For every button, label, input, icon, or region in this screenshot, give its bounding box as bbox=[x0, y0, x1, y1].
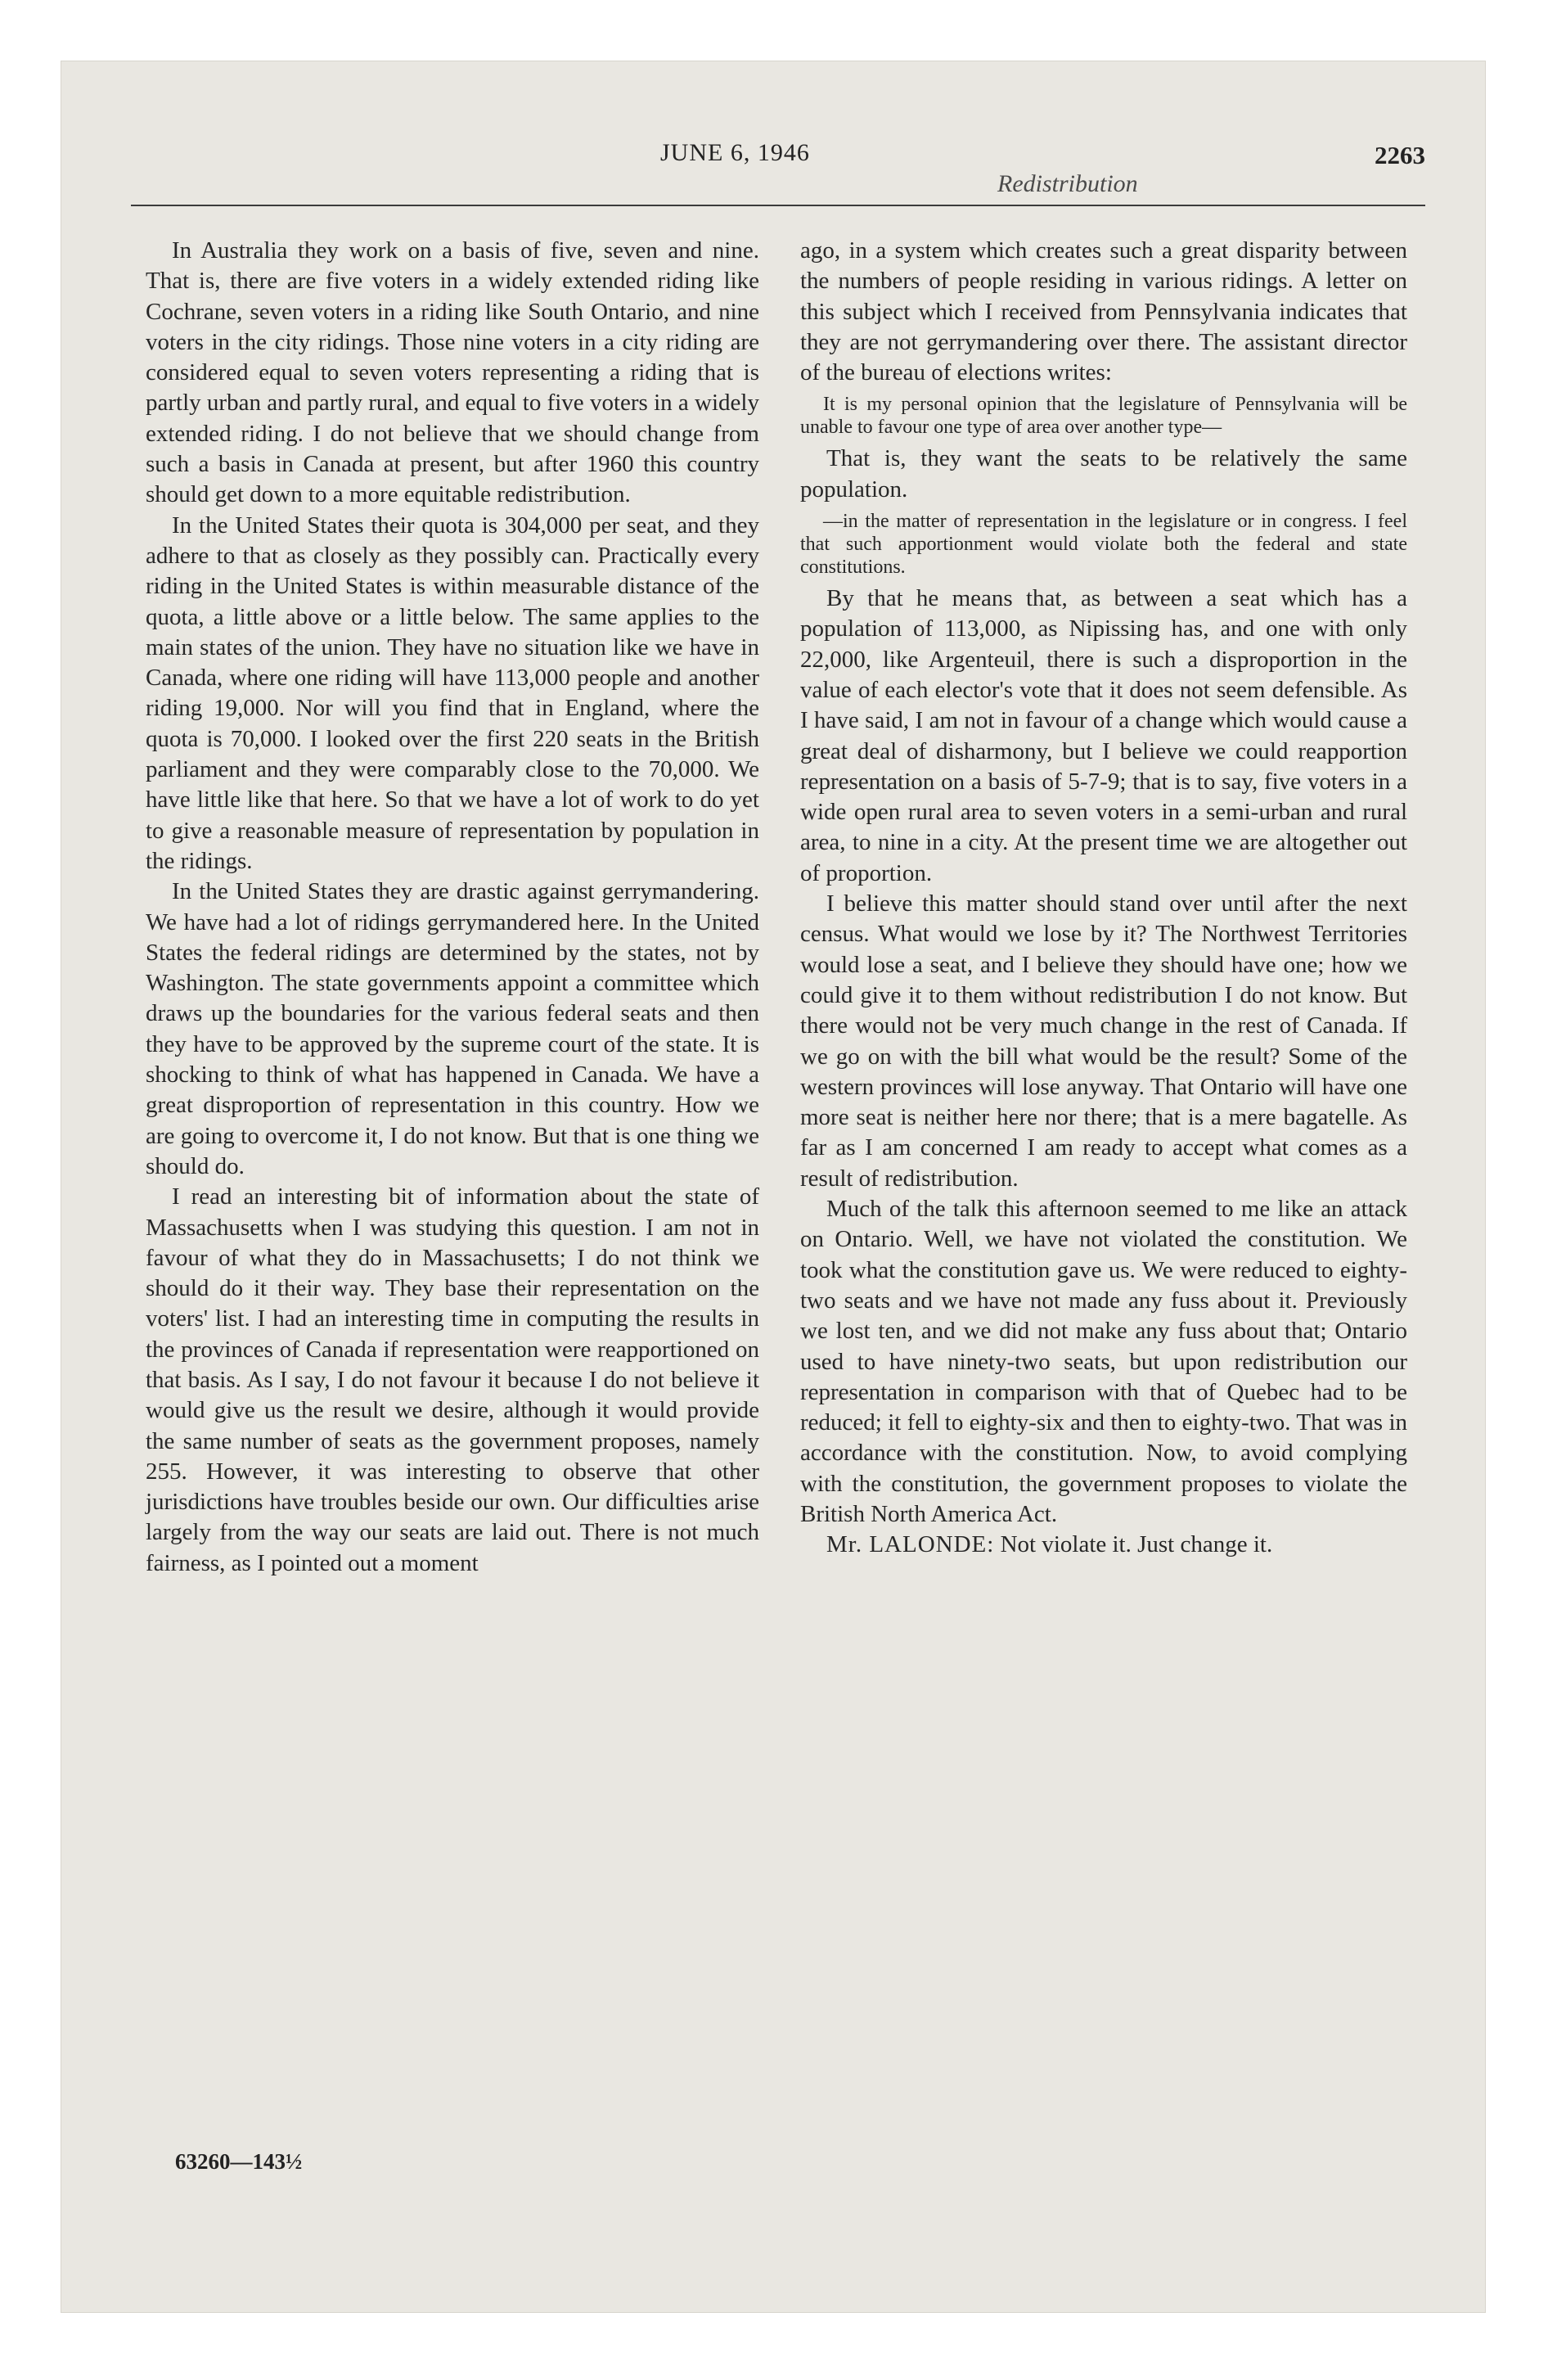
right-column bbox=[800, 236, 1407, 1561]
paragraph: Much of the talk this afternoon seemed to me like an attack on Ontario. Well, we have not violated the constitution. We took what the constitution gave us. We were reduced to eighty-two seats and we have not made any fuss about it. Previously we lost ten, and we did not make any fuss about that; Ontario used to have ninety-two seats, but upon redistribution our representation in comparison with that of Quebec had to be reduced; it fell to eighty-six and then to eighty-two. That was in accordance with the constitution. Now, to avoid complying with the constitution, the government proposes to violate the British North America Act. bbox=[800, 1196, 1407, 1527]
block-quote: —in the matter of representation in the legislature or in congress. I feel that such apportionment would violate both the federal and state constitutions. bbox=[800, 511, 1407, 579]
header-page-number: 2263 bbox=[1375, 141, 1425, 169]
header-section-title: Redistribution bbox=[997, 170, 1138, 197]
paragraph: I read an interesting bit of information about the state of Massachusetts when I was studying this question. I am not in favour of what they do in Massachusetts; I do not think we should do it their way. They base their representation on the voters' list. I had an interesting time in computing the results in the provinces of Canada if representation were reapportioned on that basis. As I say, I do not favour it because I do not believe it would give us the result we desire, although it would provide the same number of seats as the government proposes, namely 255. However, it was interesting to observe that other jurisdictions have troubles beside our own. Our difficulties arise largely from the way our seats are laid out. There is not much fairness, as I pointed out a moment bbox=[146, 1183, 759, 1576]
left-column bbox=[146, 236, 759, 1579]
header-rule bbox=[131, 205, 1425, 206]
speaker-paragraph bbox=[800, 1530, 1407, 1560]
paragraph: That is, they want the seats to be relatively the same population. bbox=[800, 445, 1407, 503]
paragraph: ago, in a system which creates such a great disparity between the numbers of people residing in various ridings. A letter on this subject which I received from Pennsylvania indicates that they are not gerrymandering over there. The assistant director of the bureau of elections writes: bbox=[800, 237, 1407, 386]
speaker-name: Mr. LALONDE: bbox=[826, 1531, 995, 1558]
paragraph: In the United States they are drastic against gerrymandering. We have had a lot of ridings gerrymandered here. In the United States the federal ridings are determined by the states, not by Washington. The state governments appoint a committee which draws up the boundaries for the various federal seats and then they have to be approved by the supreme court of the state. It is shocking to think of what has happened in Canada. We have a great disproportion of representation in this country. How we are going to overcome it, I do not know. But that is one thing we should do. bbox=[146, 878, 759, 1179]
paragraph: By that he means that, as between a seat which has a population of 113,000, as Nipissing has, and one with only 22,000, like Argenteuil, there is such a disproportion in the value of each elector's vote that it does not seem defensible. As I have said, I am not in favour of a change which would cause a great deal of disharmony, but I believe we could reapportion representation on a basis of 5-7-9; that is to say, five voters in a wide open rural area to seven voters in a semi-urban and rural area, to nine in a city. At the present time we are altogether out of proportion. bbox=[800, 585, 1407, 886]
paragraph: I believe this matter should stand over until after the next census. What would we lose by it? The Northwest Territories would lose a seat, and I believe they should have one; how we could give it to them without redistribution I do not know. But there would not be very much change in the rest of Canada. If we go on with the bill what would be the result? Some of the western provinces will lose anyway. That Ontario will have one more seat is neither here nor there; that is a mere bagatelle. As far as I am concerned I am ready to accept what comes as a result of redistribution. bbox=[800, 890, 1407, 1192]
block-quote: It is my personal opinion that the legislature of Pennsylvania will be unable to favour one type of area over another type— bbox=[800, 394, 1407, 439]
header-date: JUNE 6, 1946 bbox=[660, 139, 810, 166]
paragraph: In the United States their quota is 304,000 per seat, and they adhere to that as closely as they possibly can. Practically every riding in the United States is within measurable distance of the quota, a little above or a little below. The same applies to the main states of the union. They have no situation like we have in Canada, where one riding will have 113,000 people and another riding 19,000. Nor will you find that in England, where the quota is 70,000. I looked over the first 220 seats in the British parliament and they were comparably close to the 70,000. We have little like that here. So that we have a lot of work to do yet to give a reasonable measure of representation by population in the ridings. bbox=[146, 512, 759, 874]
print-code: 63260—143½ bbox=[175, 2149, 303, 2174]
paragraph: In Australia they work on a basis of five, seven and nine. That is, there are five voters in a widely extended riding like Cochrane, seven voters in a riding like South Ontario, and nine voters in the city ridings. Those nine voters in a city riding are considered equal to seven voters representing a riding that is partly urban and partly rural, and equal to five voters in a widely extended riding. I do not believe that we should change from such a basis in Canada at present, but after 1960 this country should get down to a more equitable redistribution. bbox=[146, 237, 759, 508]
speaker-text: Not violate it. Just change it. bbox=[1000, 1531, 1273, 1558]
page-header bbox=[124, 137, 1425, 219]
